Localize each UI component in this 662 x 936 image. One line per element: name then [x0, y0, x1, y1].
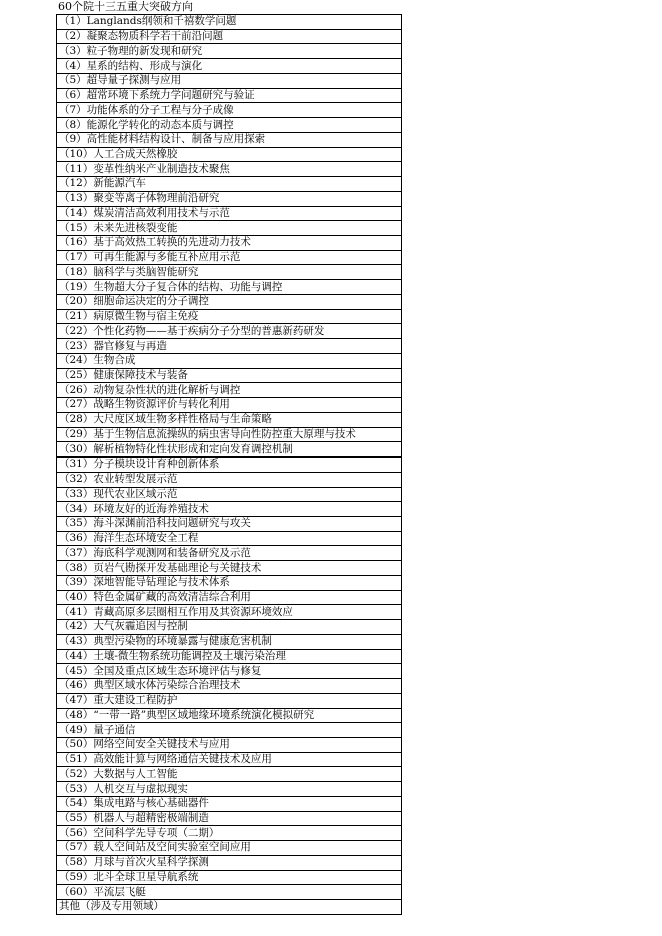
table-row [57, 531, 402, 546]
table-cell[interactable]: （54）集成电路与核心基础器件 [57, 796, 402, 811]
table-row [57, 546, 402, 561]
table-cell[interactable]: （38）页岩气勘探开发基础理论与关键技术 [57, 561, 402, 576]
table-cell[interactable]: （41）青藏高原多层圈相互作用及其资源环境效应 [57, 605, 402, 620]
table-row [57, 206, 402, 221]
table-cell[interactable]: （18）脑科学与类脑智能研究 [57, 265, 402, 280]
table-cell[interactable]: （4）星系的结构、形成与演化 [57, 59, 402, 74]
table-cell[interactable]: （20）细胞命运决定的分子调控 [57, 294, 402, 309]
table-row [57, 324, 402, 339]
table-cell[interactable]: （31）分子模块设计育种创新体系 [57, 457, 402, 472]
table-row [57, 59, 402, 74]
table-row [57, 782, 402, 797]
table-cell[interactable]: （58）月球与首次火星科学探测 [57, 855, 402, 870]
table-cell[interactable]: （10）人工合成天然橡胶 [57, 147, 402, 162]
table-cell[interactable]: （23）器官修复与再造 [57, 339, 402, 354]
table-row [57, 516, 402, 531]
directions-table [56, 14, 402, 915]
table-row [57, 147, 402, 162]
table-cell[interactable]: （42）大气灰霾追因与控制 [57, 620, 402, 635]
table-row [57, 590, 402, 605]
table-row [57, 44, 402, 59]
table-cell[interactable]: （28）大尺度区域生物多样性格局与生命策略 [57, 412, 402, 427]
table-cell[interactable]: （8）能源化学转化的动态本质与调控 [57, 118, 402, 133]
table-row [57, 826, 402, 841]
sheet-title: 60个院十三五重大突破方向 [58, 0, 193, 13]
table-row [57, 250, 402, 265]
table-cell[interactable]: （11）变革性纳米产业制造技术聚焦 [57, 162, 402, 177]
table-row [57, 855, 402, 870]
table-row [57, 412, 402, 427]
table-row [57, 103, 402, 118]
table-cell[interactable]: （1）Langlands纲领和千禧数学问题 [57, 15, 402, 30]
table-row [57, 191, 402, 206]
table-cell[interactable]: （9）高性能材料结构设计、制备与应用探索 [57, 132, 402, 147]
table-row [57, 561, 402, 576]
table-cell[interactable]: （22）个性化药物——基于疾病分子分型的普惠新药研发 [57, 324, 402, 339]
table-body [57, 15, 402, 915]
table-row [57, 679, 402, 694]
table-row [57, 427, 402, 442]
table-cell[interactable]: （5）超导量子探测与应用 [57, 73, 402, 88]
table-cell[interactable]: （40）特色金属矿藏的高效清洁综合利用 [57, 590, 402, 605]
table-row [57, 118, 402, 133]
table-cell[interactable]: （25）健康保障技术与装备 [57, 368, 402, 383]
table-cell[interactable]: （45）全国及重点区域生态环境评估与修复 [57, 664, 402, 679]
table-cell[interactable]: （37）海底科学观测网和装备研究及示范 [57, 546, 402, 561]
table-row [57, 177, 402, 192]
table-row [57, 767, 402, 782]
table-cell[interactable]: （24）生物合成 [57, 353, 402, 368]
table-row [57, 457, 402, 472]
spreadsheet [56, 0, 402, 915]
table-row [57, 841, 402, 856]
table-row [57, 398, 402, 413]
table-cell[interactable]: （53）人机交互与虚拟现实 [57, 782, 402, 797]
table-row [57, 265, 402, 280]
table-row [57, 502, 402, 517]
table-row [57, 487, 402, 502]
table-row [57, 605, 402, 620]
table-cell[interactable]: （17）可再生能源与多能互补应用示范 [57, 250, 402, 265]
table-row [57, 236, 402, 251]
table-row [57, 353, 402, 368]
table-cell[interactable]: （6）超常环境下系统力学问题研究与验证 [57, 88, 402, 103]
table-row [57, 442, 402, 457]
table-cell[interactable]: （57）载人空间站及空间实验室空间应用 [57, 841, 402, 856]
table-cell[interactable]: （19）生物超大分子复合体的结构、功能与调控 [57, 280, 402, 295]
table-row [57, 339, 402, 354]
table-row [57, 723, 402, 738]
table-row [57, 885, 402, 900]
table-cell[interactable]: （32）农业转型发展示范 [57, 472, 402, 487]
table-cell[interactable]: （46）典型区域水体污染综合治理技术 [57, 679, 402, 694]
table-row [57, 664, 402, 679]
table-row [57, 737, 402, 752]
table-cell[interactable]: （33）现代农业区域示范 [57, 487, 402, 502]
table-cell[interactable]: （60）平流层飞艇 [57, 885, 402, 900]
table-cell[interactable]: （2）凝聚态物质科学若干前沿问题 [57, 29, 402, 44]
table-cell[interactable]: （7）功能体系的分子工程与分子成像 [57, 103, 402, 118]
table-row [57, 811, 402, 826]
table-row [57, 88, 402, 103]
table-row [57, 870, 402, 885]
table-cell[interactable]: （56）空间科学先导专项（二期） [57, 826, 402, 841]
table-cell[interactable]: （55）机器人与超精密极端制造 [57, 811, 402, 826]
table-row [57, 383, 402, 398]
table-row [57, 634, 402, 649]
table-cell[interactable]: （34）环境友好的近海养殖技术 [57, 502, 402, 517]
table-cell[interactable]: （44）土壤-微生物系统功能调控及土壤污染治理 [57, 649, 402, 664]
table-row [57, 15, 402, 30]
table-cell[interactable]: （51）高效能计算与网络通信关键技术及应用 [57, 752, 402, 767]
table-row [57, 708, 402, 723]
table-cell[interactable]: （39）深地智能导钻理论与技术体系 [57, 575, 402, 590]
table-cell[interactable]: （36）海洋生态环境安全工程 [57, 531, 402, 546]
table-row [57, 280, 402, 295]
table-row [57, 29, 402, 44]
table-row [57, 472, 402, 487]
table-cell[interactable]: （43）典型污染物的环境暴露与健康危害机制 [57, 634, 402, 649]
table-cell[interactable]: （3）粒子物理的新发现和研究 [57, 44, 402, 59]
table-row [57, 649, 402, 664]
table-row [57, 221, 402, 236]
table-row [57, 294, 402, 309]
table-row [57, 309, 402, 324]
table-row [57, 132, 402, 147]
table-row [57, 620, 402, 635]
table-cell[interactable]: （21）病原微生物与宿主免疫 [57, 309, 402, 324]
table-row [57, 900, 402, 915]
table-row [57, 752, 402, 767]
table-cell[interactable]: （27）战略生物资源评价与转化利用 [57, 398, 402, 413]
table-row [57, 368, 402, 383]
table-cell[interactable]: （48）“一带一路”典型区域地缘环境系统演化模拟研究 [57, 708, 402, 723]
table-cell[interactable]: （50）网络空间安全关键技术与应用 [57, 737, 402, 752]
table-cell[interactable]: 其他（涉及专用领域） [57, 900, 402, 915]
table-row [57, 73, 402, 88]
table-cell[interactable]: （26）动物复杂性状的进化解析与调控 [57, 383, 402, 398]
table-cell[interactable]: （30）解析植物特化性状形成和定向发育调控机制 [57, 442, 402, 457]
table-cell[interactable]: （13）聚变等离子体物理前沿研究 [57, 191, 402, 206]
table-cell[interactable]: （49）量子通信 [57, 723, 402, 738]
table-row [57, 162, 402, 177]
table-cell[interactable]: （15）未来先进核裂变能 [57, 221, 402, 236]
table-cell[interactable]: （35）海斗深渊前沿科技问题研究与攻关 [57, 516, 402, 531]
table-cell[interactable]: （16）基于高效热工转换的先进动力技术 [57, 236, 402, 251]
table-cell[interactable]: （14）煤炭清洁高效利用技术与示范 [57, 206, 402, 221]
table-cell[interactable]: （12）新能源汽车 [57, 177, 402, 192]
table-row [57, 796, 402, 811]
table-cell[interactable]: （52）大数据与人工智能 [57, 767, 402, 782]
table-row [57, 693, 402, 708]
table-cell[interactable]: （29）基于生物信息流操纵的病虫害导向性防控重大原理与技术 [57, 427, 402, 442]
table-row [57, 575, 402, 590]
table-cell[interactable]: （59）北斗全球卫星导航系统 [57, 870, 402, 885]
table-cell[interactable]: （47）重大建设工程防护 [57, 693, 402, 708]
